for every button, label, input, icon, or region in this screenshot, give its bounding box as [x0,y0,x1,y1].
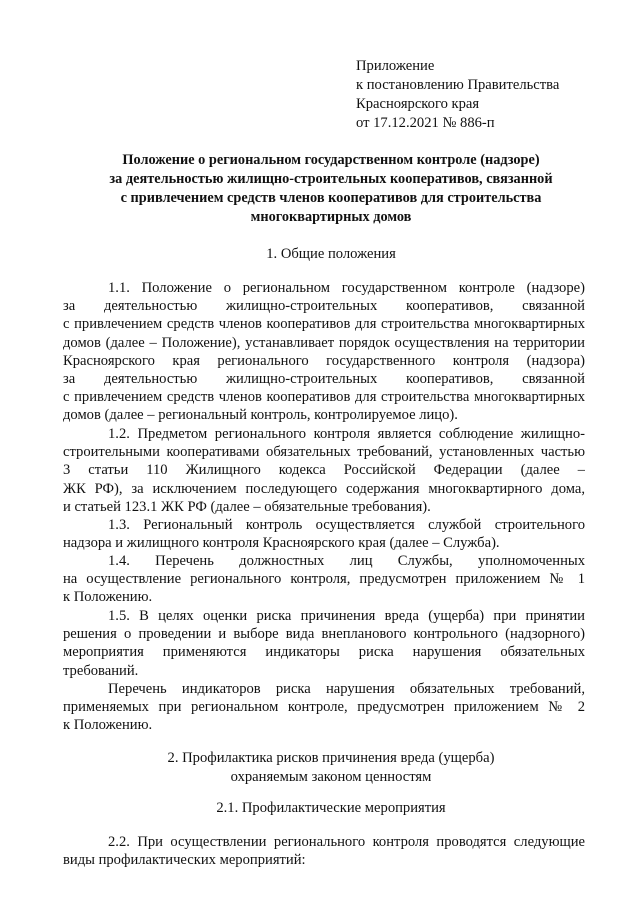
title-line: Положение о региональном государственном контроле (надзоре) [122,152,540,168]
appendix-line: от 17.12.2021 № 886-п [356,115,495,131]
paragraph-2-2 [63,833,585,869]
paragraph-1-1 [63,279,585,425]
title-line: с привлечением средств членов кооперативов для строительства [120,190,542,206]
heading-line: охраняемым законом ценностям [230,769,432,785]
document-title [70,151,592,227]
paragraph-line: виды профилактических мероприятий: [63,852,306,869]
paragraph-line: 1.3. Региональный контроль осуществляется службой строительного [108,517,585,533]
appendix-line: Приложение [356,58,435,74]
paragraph-line: строительными кооперативами обязательных требований, установленных частью [63,444,585,461]
paragraph-line: 1.2. Предметом регионального контроля является соблюдение жилищно- [108,426,585,442]
paragraph-line: 2.2. При осуществлении регионального контроля проводятся следующие [108,834,585,850]
paragraph-line: к Положению. [63,589,153,606]
appendix-line: Красноярского края [356,96,480,112]
paragraph-line: требований. [63,662,139,679]
paragraph-line: за деятельностью жилищно-строительных кооперативов, связанной [63,298,585,315]
appendix-line: к постановлению Правительства [356,77,560,93]
paragraph-line: домов (далее – региональный контроль, контролируемое лицо). [63,407,458,424]
paragraph-line: на осуществление регионального контроля, предусмотрен приложением № 1 [63,571,585,588]
paragraph-line: домов (далее – Положение), устанавливает порядок осуществления на территории [63,334,585,351]
paragraph-1-4 [63,552,585,607]
paragraph-1-2 [63,425,585,516]
paragraph-line: к Положению. [63,717,153,734]
paragraph-line: Красноярского края регионального государственного контроля (надзора) [63,352,585,369]
paragraph-line: решения о проведении и выборе вида внепланового контрольного (надзорного) [63,626,585,643]
paragraph-line: с привлечением средств членов кооперативов для строительства многоквартирных [63,389,585,406]
section-1-heading: 1. Общие положения [266,246,396,262]
paragraph-line: и статьей 123.1 ЖК РФ (далее – обязательные требования). [63,498,431,515]
paragraph-line: мероприятия применяются индикаторы риска нарушения обязательных [63,644,585,661]
paragraph-line: 1.5. В целях оценки риска причинения вреда (ущерба) при принятии [108,608,585,624]
paragraph-line: с привлечением средств членов кооперативов для строительства многоквартирных [63,316,585,333]
paragraph-1-5-list-note [63,680,585,735]
paragraph-1-3 [63,516,585,552]
paragraph-line: 1.4. Перечень должностных лиц Службы, уполномоченных [108,553,585,569]
title-line: многоквартирных домов [250,209,412,225]
paragraph-line: ЖК РФ), за исключением последующего содержания многоквартирного дома, [63,480,585,497]
section-2-1-heading: 2.1. Профилактические мероприятия [216,800,446,816]
paragraph-line: 1.1. Положение о региональном государственном контроле (надзоре) [108,280,585,296]
title-line: за деятельностью жилищно-строительных кооперативов, связанной [109,171,553,187]
paragraph-1-5 [63,607,585,680]
paragraph-line: Перечень индикаторов риска нарушения обязательных требований, [108,681,585,697]
paragraph-line: за деятельностью жилищно-строительных кооперативов, связанной [63,370,585,387]
heading-line: 2. Профилактика рисков причинения вреда (ущерба) [167,750,495,766]
paragraph-line: надзора и жилищного контроля Красноярского края (далее – Служба). [63,535,500,552]
paragraph-line: 3 статьи 110 Жилищного кодекса Российской Федерации (далее – [63,462,585,479]
section-2-heading [70,749,592,787]
appendix-note [356,57,559,133]
paragraph-line: применяемых при региональном контроле, предусмотрен приложением № 2 [63,699,585,716]
